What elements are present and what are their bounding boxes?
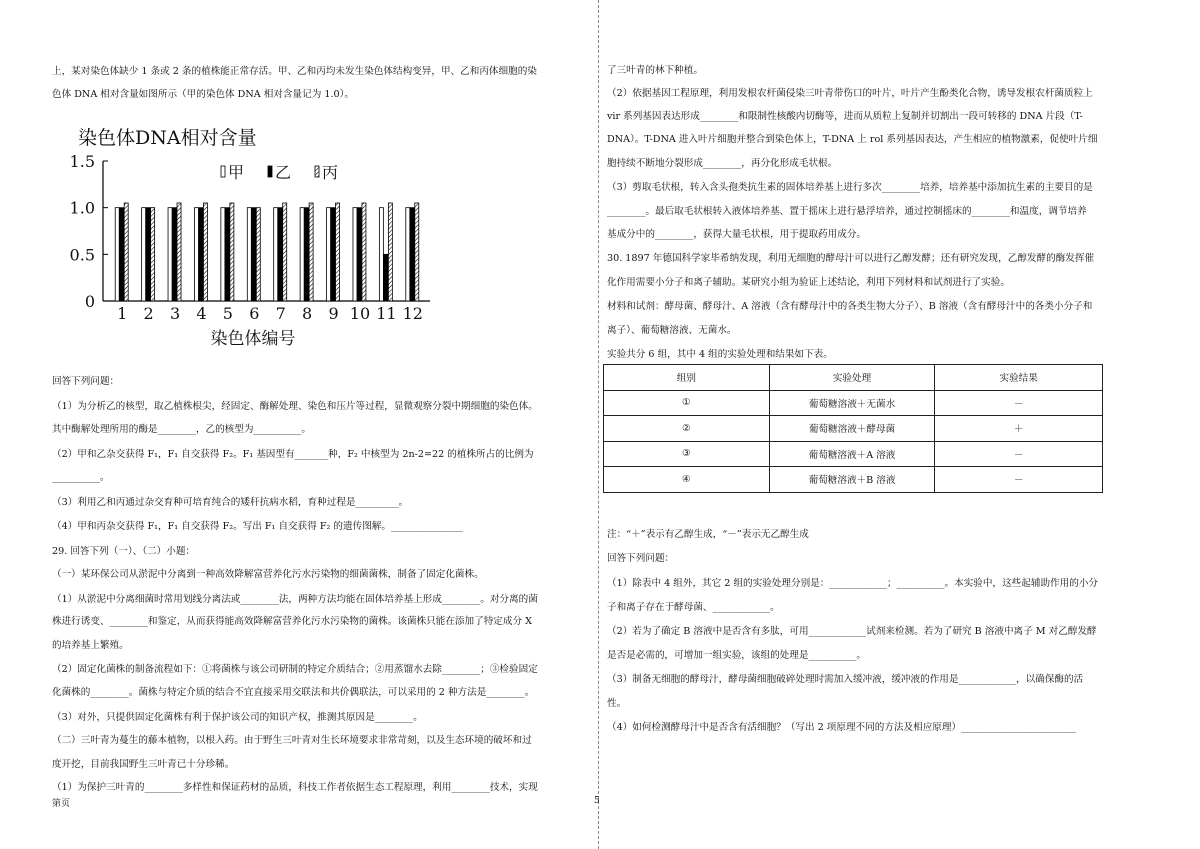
x-tick-label: 1: [117, 304, 128, 323]
chart-bars: [115, 203, 419, 301]
y-tick-label: 0.5: [69, 245, 95, 265]
chart-xlabel: 染色体编号: [210, 329, 296, 349]
table-cell: 葡萄糖溶液＋酵母菌: [769, 416, 935, 442]
text-line: 30. 1897 年德国科学家毕希纳发现，利用无细胞的酵母汁可以进行乙醇发酵；还有研究发现，乙醇发酵的酶发挥催: [607, 253, 1095, 264]
bar-甲: [221, 208, 225, 301]
legend-swatch: [315, 166, 319, 177]
table-row: [604, 441, 1103, 467]
bar-乙: [278, 208, 282, 301]
text-line: （2）若为了确定 B 溶液中是否含有多肽，可用____________试剂来检测。若为了研究 B 溶液中离子 M 对乙醇发酵: [607, 626, 1097, 637]
bar-丙: [283, 203, 287, 301]
bar-乙: [305, 208, 309, 301]
bar-乙: [252, 208, 256, 301]
text-line: （2）甲和乙杂交获得 F₁，F₁ 自交获得 F₂。F₁ 基因型有_______种，F₂ 中核型为 2n-2=22 的植株所占的比例为: [52, 449, 534, 460]
table-cell: －: [935, 390, 1103, 416]
text-line: __________。: [52, 472, 110, 483]
bar-甲: [379, 208, 383, 301]
table-header-row: [604, 365, 1103, 391]
bar-甲: [168, 208, 172, 301]
y-tick-label: 1.5: [69, 152, 95, 171]
table-cell: ③: [604, 441, 770, 467]
table-cell: ①: [604, 390, 770, 416]
table-header-cell: 实验结果: [935, 365, 1103, 391]
table-cell: ②: [604, 416, 770, 442]
text-line: （1）为保护三叶青的________多样性和保证药材的品质，科技工作者依据生态工程原理，利用________技术，实现: [52, 782, 538, 793]
text-line: 化作用需要小分子和离子辅助。某研究小组为验证上述结论，利用下列材料和试剂进行了实验。: [607, 277, 1010, 288]
bar-乙: [199, 208, 203, 301]
bar-丙: [388, 203, 392, 301]
table-row: [604, 390, 1103, 416]
bar-丙: [124, 203, 128, 301]
text-line: 度开挖，目前我国野生三叶青已十分珍稀。: [52, 759, 235, 770]
text-line: 其中酶解处理所用的酶是________，乙的核型为__________。: [52, 424, 312, 435]
bar-乙: [173, 208, 177, 301]
x-tick-label: 5: [222, 304, 233, 323]
x-tick-label: 2: [143, 304, 154, 323]
bar-甲: [194, 208, 198, 301]
bar-甲: [300, 208, 304, 301]
bar-丙: [177, 203, 181, 301]
x-tick-label: 7: [275, 304, 286, 323]
footer-left: 第页: [52, 799, 71, 809]
text-line: 基成分中的________，获得大量毛状根，用于提取药用成分。: [607, 229, 867, 240]
chart-legend: [221, 163, 338, 182]
text-line: 的培养基上繁殖。: [52, 640, 129, 651]
text-line: 子和离子存在于酵母菌、____________。: [607, 602, 780, 613]
chart-title: 染色体DNA相对含量: [78, 127, 257, 149]
text-line: 29. 回答下列（一）、（二）小题：: [52, 546, 196, 557]
bar-丙: [362, 203, 366, 301]
text-line: （1）从淤泥中分离细菌时常用划线分离法或________法，两种方法均能在固体培养基上形成________。对分离的菌: [52, 594, 538, 605]
x-tick-label: 8: [302, 304, 313, 323]
table-cell: 葡萄糖溶液＋B 溶液: [769, 467, 935, 493]
bar-丙: [309, 203, 313, 301]
text-line: 回答下列问题：: [52, 376, 120, 387]
text-line: 实验共分 6 组，其中 4 组的实验处理和结果如下表。: [607, 349, 833, 360]
x-tick-label: 11: [376, 304, 397, 323]
text-line: （1）为分析乙的核型，取乙植株根尖，经固定、酶解处理、染色和压片等过程，显微观察分裂中期细胞的染色体。: [52, 401, 538, 412]
table-header-cell: 组别: [604, 365, 770, 391]
text-line: 上，某对染色体缺少 1 条或 2 条的植株能正常存活。甲、乙和丙均未发生染色体结构变异，甲、乙和丙体细胞的染: [52, 66, 537, 77]
bar-丙: [203, 203, 207, 301]
table-cell: －: [935, 441, 1103, 467]
legend-label: 乙: [275, 163, 292, 182]
table-cell: ＋: [935, 416, 1103, 442]
text-line: 色体 DNA 相对含量如图所示（甲的染色体 DNA 相对含量记为 1.0）。: [52, 89, 354, 100]
bar-乙: [331, 208, 335, 301]
bar-乙: [357, 208, 361, 301]
bar-乙: [120, 208, 124, 301]
bar-甲: [247, 208, 251, 301]
legend-label: 甲: [228, 163, 245, 182]
text-line: 是否是必需的，可增加一组实验，该组的处理是__________。: [607, 650, 867, 661]
text-line: 离子）、葡萄糖溶液、无菌水。: [607, 325, 737, 336]
text-line: 材料和试剂：酵母菌、酵母汁、A 溶液（含有酵母汁中的各类生物大分子）、B 溶液（含有酵母汁中的各类小分子和: [607, 301, 1093, 312]
bar-丙: [256, 208, 260, 301]
bar-甲: [353, 208, 357, 301]
text-line: 化菌株的________。菌株与特定介质的结合不宜直接采用交联法和共价偶联法，可以采用的 2 种方法是________。: [52, 687, 535, 698]
bar-丙: [230, 203, 234, 301]
column-divider: [598, 0, 599, 849]
bar-丙: [151, 208, 155, 301]
table-cell: 葡萄糖溶液＋无菌水: [769, 390, 935, 416]
text-line: （4）甲和丙杂交获得 F₁，F₁ 自交获得 F₂。写出 F₁ 自交获得 F₂ 的遗传图解。_______________: [52, 521, 463, 532]
bar-乙: [146, 208, 150, 301]
text-line: ________。最后取毛状根转入液体培养基、置于摇床上进行悬浮培养，通过控制摇床的________和温度，调节培养: [607, 206, 1087, 217]
text-line: 胞持续不断地分裂形成________，再分化形成毛状根。: [607, 158, 838, 169]
bar-甲: [406, 208, 410, 301]
text-line: 注：“＋”表示有乙醇生成，“－”表示无乙醇生成: [607, 529, 809, 540]
text-line: 回答下列问题：: [607, 553, 675, 564]
bar-甲: [142, 208, 146, 301]
text-line: DNA）。T-DNA 进入叶片细胞并整合到染色体上，T-DNA 上 rol 系列基因表达，产生相应的植物激素，促使叶片细: [607, 134, 1098, 145]
text-line: （1）除表中 4 组外，其它 2 组的实验处理分别是：____________；__________。本实验中，这些起辅助作用的小分: [607, 578, 1099, 589]
bar-乙: [225, 208, 229, 301]
table-header-cell: 实验处理: [769, 365, 935, 391]
text-line: （4）如何检测酵母汁中是否含有活细胞？（写出 2 项原理不同的方法及相应原理）________________________: [607, 722, 1077, 733]
experiment-table: [603, 364, 1103, 493]
x-tick-label: 9: [328, 304, 339, 323]
x-tick-label: 6: [249, 304, 260, 323]
text-line: （2）固定化菌株的制备流程如下：①将菌株与该公司研制的特定介质结合；②用蒸馏水去除________；③检验固定: [52, 664, 538, 675]
x-tick-label: 12: [402, 304, 423, 323]
text-line: （一）某环保公司从淤泥中分离到一种高效降解富营养化污水污染物的细菌菌株，制备了固定化菌株。: [52, 569, 484, 580]
text-line: （3）制备无细胞的酵母汁，酵母菌细胞破碎处理时需加入缓冲液，缓冲液的作用是____________，以确保酶的活: [607, 674, 1084, 685]
dna-bar-chart: [58, 118, 458, 350]
table-cell: －: [935, 467, 1103, 493]
bar-甲: [327, 208, 331, 301]
bar-甲: [115, 208, 119, 301]
text-line: （二）三叶青为蔓生的藤本植物，以根入药。由于野生三叶青对生长环境要求非常苛刻，以及生态环境的破坏和过: [52, 735, 532, 746]
bar-乙: [410, 208, 414, 301]
table-cell: 葡萄糖溶液＋A 溶液: [769, 441, 935, 467]
text-line: vir 系列基因表达形成________和限制性核酸内切酶等，进而从质粒上复制并切割出一段可转移的 DNA 片段（T-: [607, 111, 1083, 122]
legend-label: 丙: [322, 163, 339, 182]
text-line: （3）利用乙和丙通过杂交育种可培育纯合的矮秆抗病水稻，育种过程是_________。: [52, 497, 409, 508]
bar-甲: [274, 208, 278, 301]
text-line: （3）对外，只提供固定化菌株有利于保护该公司的知识产权，推测其原因是________。: [52, 712, 423, 723]
legend-swatch: [221, 166, 225, 177]
y-tick-label: 0: [84, 292, 95, 311]
y-tick-label: 1.0: [69, 198, 95, 218]
legend-swatch: [268, 166, 272, 177]
table-cell: ④: [604, 467, 770, 493]
table-row: [604, 416, 1103, 442]
page-number: 5: [594, 796, 600, 806]
table-row: [604, 467, 1103, 493]
bar-丙: [336, 203, 340, 301]
text-line: 性。: [607, 698, 627, 709]
bar-丙: [415, 203, 419, 301]
x-tick-label: 3: [169, 304, 181, 323]
text-line: 株进行诱变、________和鉴定，从而获得能高效降解富营养化污水污染物的菌株。该菌株只能在添加了特定成分 X: [52, 616, 532, 627]
bar-乙: [384, 254, 388, 301]
x-tick-label: 4: [196, 304, 207, 323]
text-line: （3）剪取毛状根，转入含头孢类抗生素的固体培养基上进行多次________培养，培养基中添加抗生素的主要目的是: [607, 182, 1093, 193]
x-tick-label: 10: [349, 304, 371, 323]
text-line: 了三叶青的林下种植。: [607, 65, 703, 76]
text-line: （2）依据基因工程原理，利用发根农杆菌侵染三叶青带伤口的叶片，叶片产生酚类化合物，诱导发根农杆菌质粒上: [607, 88, 1093, 99]
